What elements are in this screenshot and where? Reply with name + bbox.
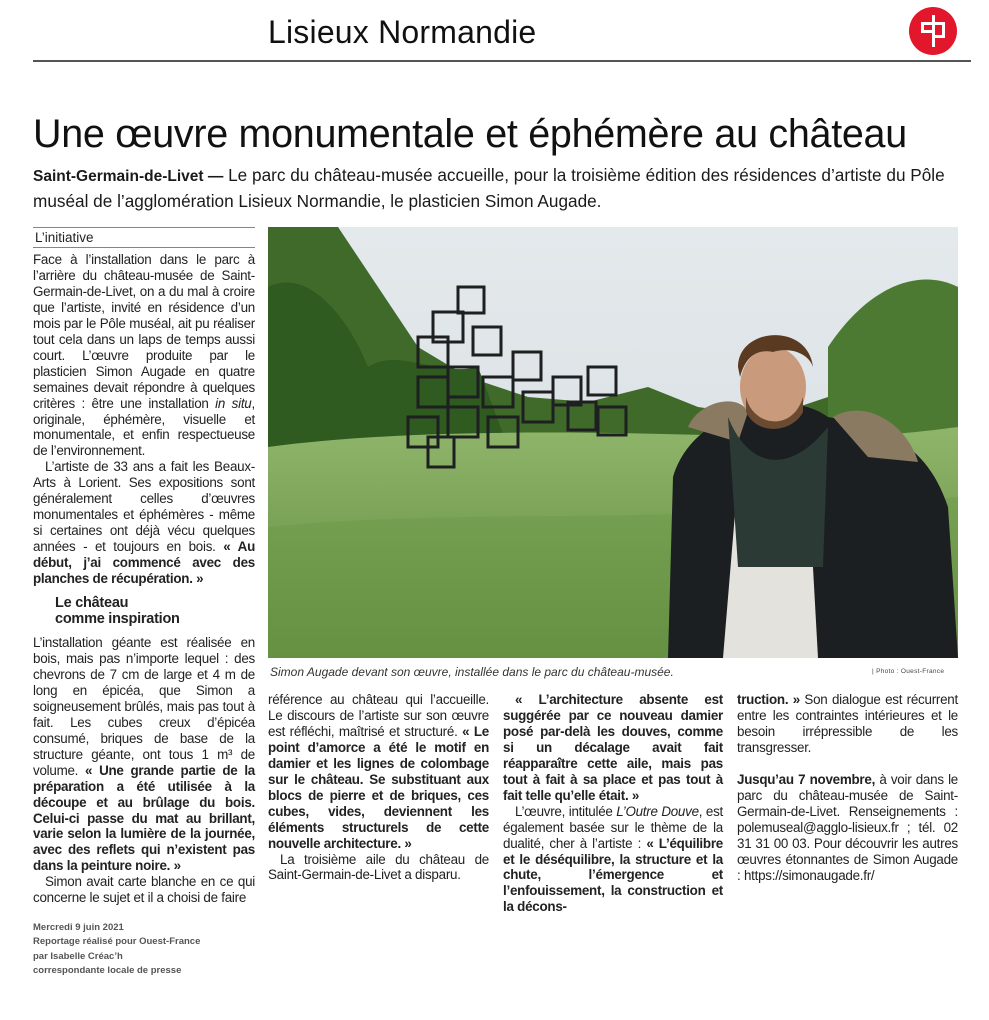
paragraph: truction. » Son dialogue est récurrent entre les contraintes intérieures et le besoin irrépressible de les transgresser. [737,692,958,755]
paragraph: La troisième aile du château de Saint-Germain-de-Livet a disparu. [268,851,489,883]
paragraph: L’installation géante est réalisée en bois, mais pas n’importe lequel : des chevrons de 7 cm de large et 4 m de long en épicéa, que Simon a soigneusement brûlés, mais pas tout à fait. Les cubes creux d’épicéa consumé, briques de base de la structure géante, ont tous 1 m³ de volume. « Une grande partie de la préparation a été utilisée à la découpe et au brûlage du bois. Celui-ci passe du mat au brillant, varie selon la lumière de la journée, avec des reflets qui n’existent pas dans la peinture noire. » [33,635,256,874]
photo-credit: | Photo : Ouest-France [872,668,945,675]
article-column-2 [268,692,489,883]
article-column-1 [33,252,255,906]
article-column-3 [503,692,723,915]
photo-caption: Simon Augade devant son œuvre, installée dans le parc du château-musée. [270,665,674,679]
standfirst [33,163,953,213]
ouest-france-logo-icon [908,6,958,56]
intertitle: Le château comme inspiration [55,595,180,628]
dateline-place: Saint-Germain-de-Livet — [33,168,224,185]
author-role: correspondante locale de presse [33,965,182,977]
paragraph: Jusqu’au 7 novembre, à voir dans le parc du château-musée de Saint-Germain-de-Livet. Renseignements : polemuseal@agglo-lisieux.fr ; tél. 02 31 31 00 03. Pour découvrir les autres œuvres étonnantes de Simon Augade : https://simonaugade.fr/ [737,771,959,883]
header-rule [33,60,971,62]
paragraph: Face à l’installation dans le parc à l’arrière du château-musée de Saint-Germain-de-Livet, on a du mal à croire que l’artiste, invité en résidence d’un mois par le Pôle muséal, ait pu réaliser tout cela dans un laps de temps aussi court. L’œuvre produite par le plasticien Simon Augade en quatre semaines devait répondre à quelques critères : être une installation in situ, originale, éphémère, visuelle et monumentale, et enfin respectueuse de l’environnement. [33,252,255,459]
standfirst-text: Le parc du château-musée accueille, pour la troisième édition des résidences d’artiste du Pôle muséal de l’agglomération Lisieux Normandie, le plasticien Simon Augade. [33,165,945,211]
section-title: Lisieux Normandie [268,14,537,50]
article-column-4 [737,692,958,883]
paragraph: Simon avait carte blanche en ce qui concerne le sujet et il a choisi de faire [33,874,255,906]
paragraph: L’œuvre, intitulée L’Outre Douve, est également basée sur le thème de la dualité, cher à l’artiste : « L’équilibre et le déséquilibre, la structure et la chute, l’émergence et l’enfouissement, la construction et la décons- [503,803,723,915]
paragraph: « L’architecture absente est suggérée par ce nouveau damier posé par-delà les douves, comme si un décalage avait fait réapparaître cette aile, mais pas tout à fait à sa place et pas tout à fait telle qu’elle était. » [503,692,723,803]
author-name: par Isabelle Créac’h [33,950,123,962]
section-rubric: L’initiative [33,227,255,248]
report-credit: Reportage réalisé pour Ouest-France [33,936,201,948]
paragraph: L’artiste de 33 ans a fait les Beaux-Arts à Lorient. Ses expositions sont généralement celles d’œuvres monumentales et éphémères - même si certaines ont déjà vécu quelques années - et toujours en bois. « Au début, j’ai commencé avec des planches de récupération. » [33,459,255,587]
article-photo [268,227,958,658]
article-footer [33,921,200,979]
publication-date: Mercredi 9 juin 2021 [33,922,124,933]
headline: Une œuvre monumentale et éphémère au château [33,112,907,156]
paragraph: référence au château qui l’accueille. Le discours de l’artiste sur son œuvre est réfléchi, maîtrisé et structuré. « Le point d’amorce a été le motif en damier et les lignes de colombage sur le château. Se substituant aux blocs de pierre et de briques, ces cubes, vides, deviennent les éléments structurels de cette nouvelle architecture. » [268,692,490,851]
